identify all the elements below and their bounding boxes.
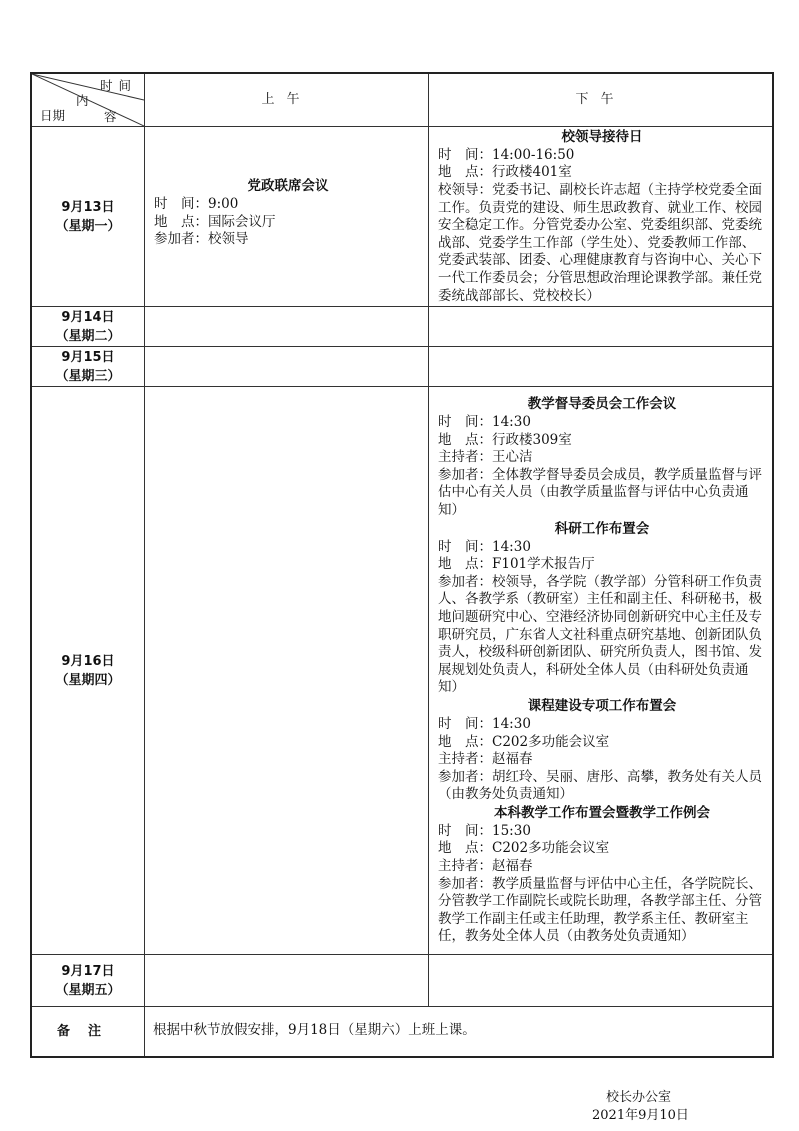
date-label: 9月16日 [61,653,115,669]
am-cell [145,387,429,955]
pm-cell [429,955,774,1007]
event-host: 主持者：赵福春 [438,858,533,875]
event-title: 党政联席会议 [247,178,329,194]
date-label: 9月13日 [61,199,115,215]
diag-content-label-2: 容 [104,109,117,124]
event-location: 地 点：行政楼401室 [438,164,572,181]
event-attendees: 参加者：教学质量监督与评估中心主任，各学院院长、分管教学工作副院长或院长助理，各教学部主任、分管教学工作副主任或主任助理，教学系主任、教研室主任，教务处全体人员（由教务处负责通知） [438,875,762,945]
event-block [429,395,772,520]
date-label: 9月14日 [61,309,115,325]
event-time: 时 间：14:30 [438,538,531,555]
signature-office: 校长办公室 [606,1090,672,1105]
event-time: 时 间：14:00-16:50 [438,146,575,163]
am-cell [145,955,429,1007]
event-location: 地 点：C202多功能会议室 [438,840,610,857]
event-location: 地 点：行政楼309室 [438,431,572,448]
event-location: 地 点：F101学术报告厅 [438,556,595,573]
weekday-label: （星期二） [55,328,121,344]
date-cell [31,387,145,955]
event-time: 时 间：14:30 [438,414,531,430]
event-attendees: 参加者：胡红玲、吴丽、唐彤、高攀，教务处有关人员（由教务处负责通知） [438,768,762,803]
am-header: 上午 [145,73,429,127]
event-block [145,177,428,249]
event-title: 科研工作布置会 [554,520,650,537]
pm-cell [429,347,774,387]
note-row [31,1007,773,1057]
event-title: 本科教学工作布置会暨教学工作例会 [494,804,710,821]
weekday-label: （星期四） [55,672,121,688]
am-cell [145,127,429,307]
day-row-mon [31,127,773,307]
event-attendees: 参加者：校领导，各学院（教学部）分管科研工作负责人、各教学系（教研室）主任和副主任、科研秘书，极地问题研究中心、空港经济协同创新研究中心主任及专职研究员，广东省人文社科重点研究基地、创新团队负责人，校级科研创新团队、研究所负责人，图书馆、发展规划处负责人，科研处全体人员（由科研处负责通知） [438,573,762,696]
date-cell [31,955,145,1007]
diagonal-header-cell [31,73,145,127]
event-host: 主持者：王心洁 [438,449,533,466]
date-cell [31,347,145,387]
event-time: 时 间：15:30 [438,822,531,839]
am-cell [145,347,429,387]
diag-date-label: 日期 [40,108,66,123]
weekday-label: （星期一） [55,218,121,234]
event-block [429,804,772,946]
event-time: 时 间：9:00 [154,196,239,212]
event-location: 地 点：C202多功能会议室 [438,733,610,750]
day-row-fri [31,955,773,1007]
pm-cell [429,387,774,955]
event-title: 课程建设专项工作布置会 [527,697,677,714]
event-host: 主持者：赵福春 [438,751,533,768]
date-label: 9月17日 [61,963,115,979]
event-location: 地 点：国际会议厅 [154,213,276,230]
event-title: 校领导接待日 [561,128,643,145]
schedule-table [30,72,774,1058]
note-text: 根据中秋节放假安排，9月18日（星期六）上班上课。 [145,1007,774,1057]
pm-header: 下午 [429,73,774,127]
day-row-thu [31,387,773,955]
date-cell [31,127,145,307]
am-cell [145,307,429,347]
note-label: 备注 [31,1007,145,1057]
schedule-sheet [30,72,770,1058]
event-title: 教学督导委员会工作会议 [527,396,677,412]
signature-date: 2021年9月10日 [592,1108,689,1123]
weekday-label: （星期五） [55,982,121,998]
event-attendees: 参加者：全体教学督导委员会成员，教学质量监督与评估中心有关人员（由教学质量监督与评估中心负责通知） [438,466,762,518]
header-row [31,73,773,127]
event-block [429,128,772,305]
event-attendees: 参加者：校领导 [154,231,249,248]
event-time: 时 间：14:30 [438,715,531,732]
diag-content-label-1: 内 [76,93,89,108]
pm-cell [429,127,774,307]
date-label: 9月15日 [61,349,115,365]
diag-time-label: 时间 [100,78,138,93]
event-block [429,697,772,804]
day-row-wed [31,347,773,387]
weekday-label: （星期三） [55,368,121,384]
event-leader: 校领导：党委书记、副校长许志超（主持学校党委全面工作。负责党的建设、师生思政教育、就业工作、校园安全稳定工作。分管党委办公室、党委组织部、党委统战部、党委学生工作部（学生处）、党委教师工作部、党委武装部、团委、心理健康教育与咨询中心、关心下一代工作委员会；分管思想政治理论课教学部。兼任党委统战部部长、党校校长） [438,182,762,304]
date-cell [31,307,145,347]
event-block [429,520,772,697]
pm-cell [429,307,774,347]
day-row-tue [31,307,773,347]
